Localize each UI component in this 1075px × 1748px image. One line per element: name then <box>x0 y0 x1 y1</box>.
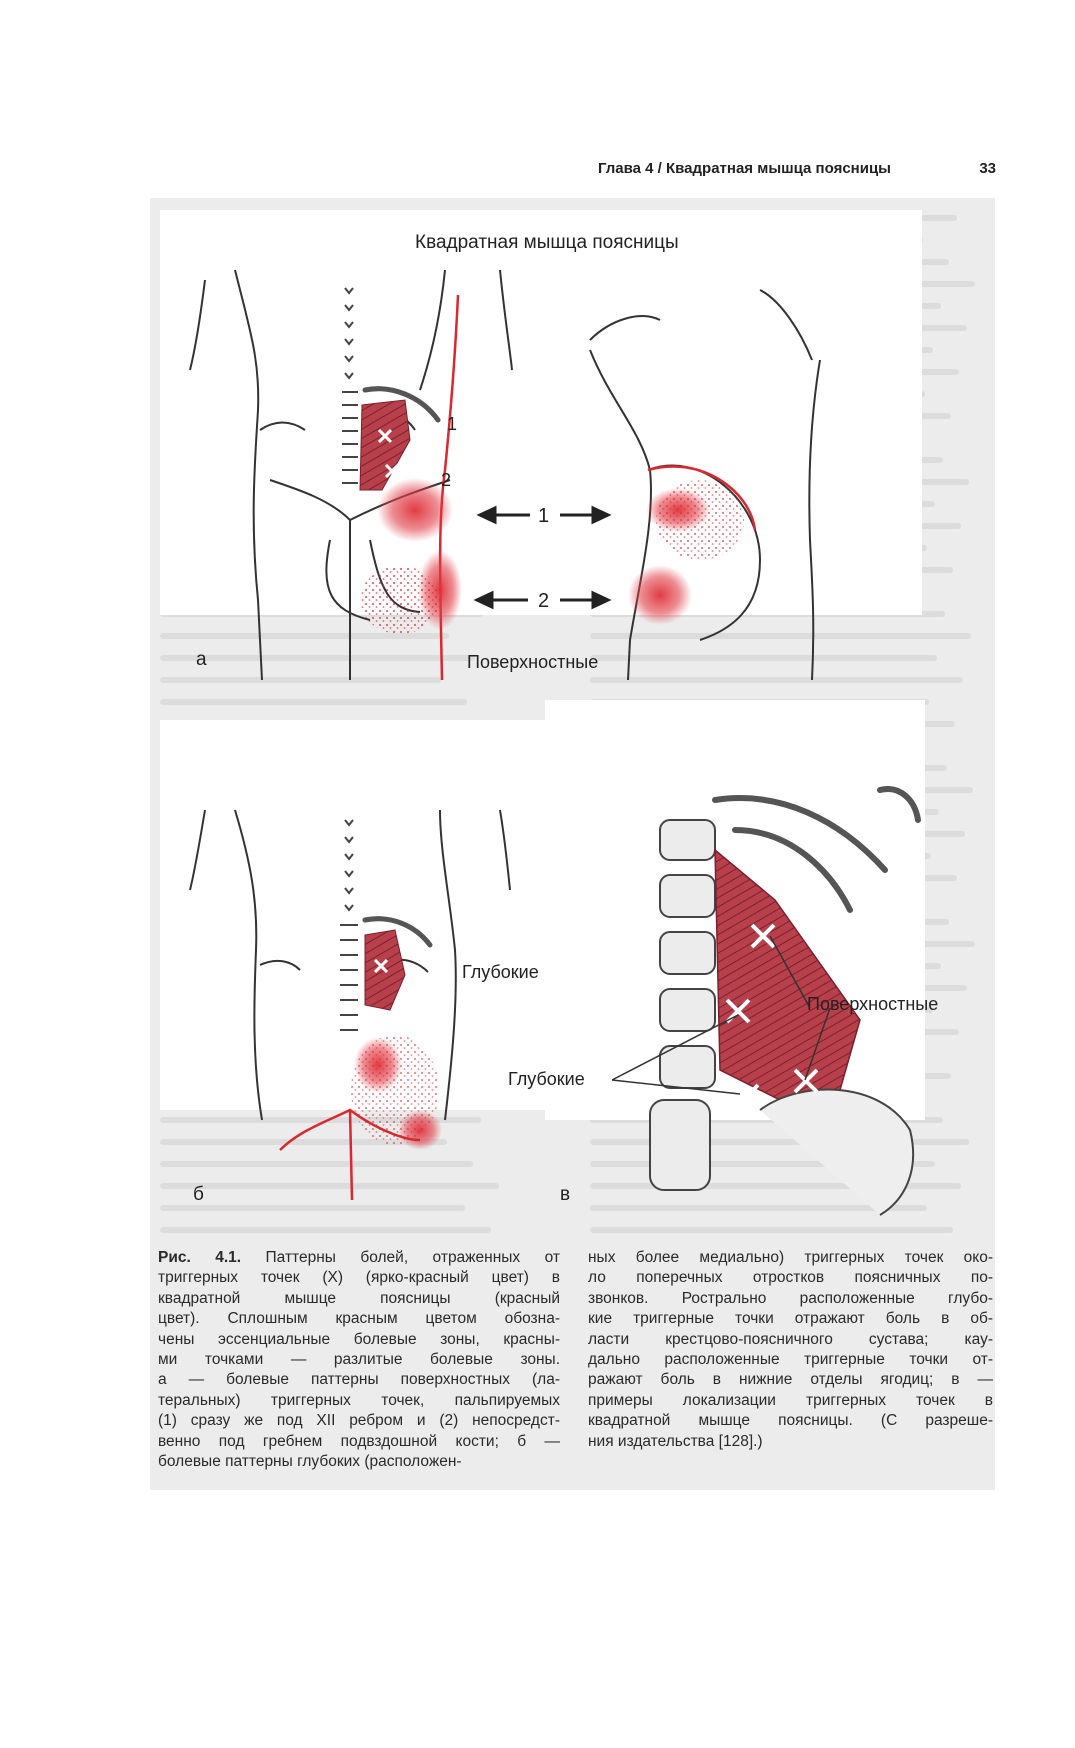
label-deep-b: Глубокие <box>462 962 539 982</box>
caption-line: чены эссенциальные болевые зоны, красны- <box>158 1330 560 1348</box>
panel-a-diffuse-zone <box>360 566 440 634</box>
caption-line: Рис. 4.1. Паттерны болей, отраженных от <box>158 1249 560 1266</box>
label-num-1: 1 <box>447 414 458 434</box>
caption-line: ло поперечных отростков поясничных по- <box>588 1269 993 1287</box>
caption-line: а — болевые паттерны поверхностных (ла- <box>158 1371 560 1389</box>
caption-line: (1) сразу же под XII ребром и (2) непосредст- <box>158 1412 560 1430</box>
panel-b-diffuse-zone <box>351 1035 439 1145</box>
caption-line: цвет). Сплошным красным цветом обозна- <box>158 1310 560 1328</box>
panel-a-label: а <box>196 649 207 670</box>
side-view-pain-zone-buttock <box>628 565 692 625</box>
caption-line: ласти крестцово-поясничного сустава; кау- <box>588 1330 993 1348</box>
caption-line: ми точками — разлитые болевые зоны. <box>158 1351 560 1369</box>
arrow-2-label: 2 <box>538 590 550 612</box>
caption-line: дально расположенные триггерные точки от- <box>588 1351 993 1369</box>
panel-a-back-figure <box>190 270 512 680</box>
panel-b-spine <box>340 820 358 1030</box>
label-deep-v: Глубокие <box>508 1069 585 1089</box>
figure-title: Квадратная мышца поясницы <box>415 232 679 253</box>
label-superficial-a: Поверхностные <box>467 652 599 672</box>
chapter-title: Глава 4 / Квадратная мышца поясницы <box>598 160 891 177</box>
panel-a-spine <box>342 288 358 483</box>
side-view-diffuse-zone <box>656 480 744 560</box>
label-superficial-v: Поверхностные <box>807 994 939 1014</box>
page-number: 33 <box>979 160 996 177</box>
panel-v-vertebrae <box>650 820 715 1190</box>
caption-line: болевые паттерны глубоких (расположен- <box>158 1453 462 1471</box>
caption-line: звонков. Рострально расположенные глубо- <box>588 1289 993 1307</box>
panel-a-muscle-superficial <box>360 400 410 490</box>
caption-line: ния издательства [128].) <box>588 1432 763 1450</box>
caption-line: квадратной мышце поясницы (красный <box>158 1289 560 1307</box>
caption-line: ражают боль в нижние отделы ягодиц; в — <box>588 1371 993 1389</box>
caption-line: ных более медиально) триггерных точек око- <box>588 1249 993 1266</box>
panel-b-label: б <box>193 1184 204 1205</box>
arrow-1-label: 1 <box>538 505 550 527</box>
caption-left-column <box>158 1248 560 1472</box>
caption-right-column <box>588 1248 993 1452</box>
caption-line: теральных) триггерных точек, пальпируемых <box>158 1391 560 1409</box>
label-num-2: 2 <box>441 470 452 490</box>
panel-v-iliac-crest <box>760 1090 913 1215</box>
figure-number: Рис. 4.1. <box>158 1249 242 1266</box>
caption-line: кие триггерные точки отражают боль в об- <box>588 1310 993 1328</box>
caption-line: триггерных точек (X) (ярко-красный цвет) в <box>158 1269 560 1287</box>
panel-v-label: в <box>560 1184 571 1205</box>
caption-line: венно под гребнем подвздошной кости; б — <box>158 1432 560 1450</box>
caption-line: квадратной мышце поясницы. (С разреше- <box>588 1412 993 1430</box>
caption-line: примеры локализации триггерных точек в <box>588 1391 993 1409</box>
